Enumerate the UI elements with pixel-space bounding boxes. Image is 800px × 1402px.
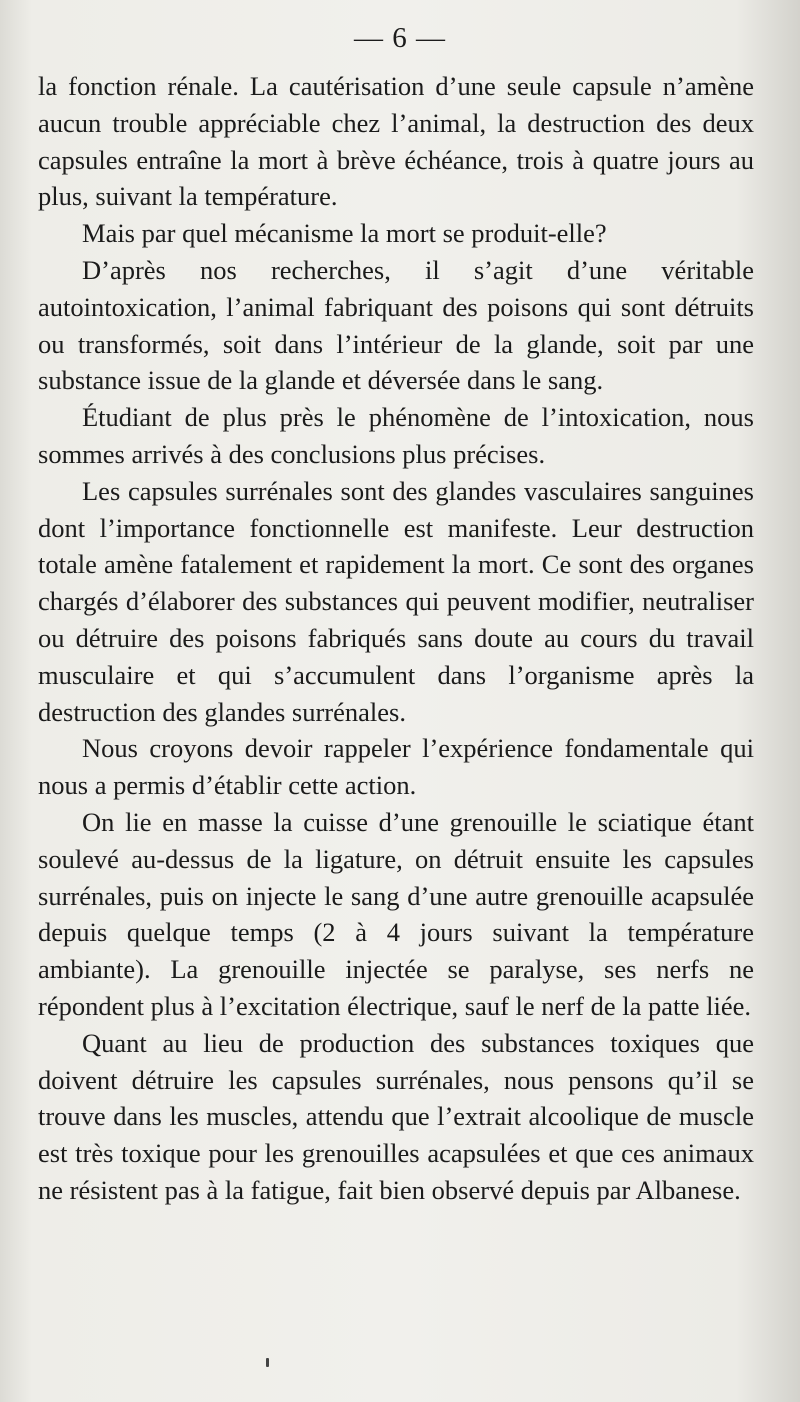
paragraph: Les capsules surrénales sont des glandes vasculaires sanguines dont l’importance fonctionnelle est manifeste. Leur destruction totale amène fatalement et rapidement la mort. Ce sont des organes chargés d’élaborer des substances qui peuvent modifier, neutraliser ou détruire des poisons fabriqués sans doute au cours du travail musculaire et qui s’accumulent dans l’organisme après la destruction des glandes surrénales. [38,475,754,727]
paragraph: Nous croyons devoir rappeler l’expérience fondamentale qui nous a permis d’établir cette action. [38,733,754,801]
page-number: — 6 — [354,22,446,54]
paragraph: Mais par quel mécanisme la mort se produit-elle? [82,218,607,249]
paragraph: D’après nos recherches, il s’agit d’une véritable autointoxication, l’animal fabriquant des poisons qui sont détruits ou transformés, soit dans l’intérieur de la glande, soit par une substance issue de la glande et déversée dans le sang. [38,254,754,396]
paragraph: la fonction rénale. La cautérisation d’une seule capsule n’amène aucun trouble appréciable chez l’animal, la destruction des deux capsules entraîne la mort à brève échéance, trois à quatre jours au plus, suivant la température. [38,71,754,212]
paragraph: Quant au lieu de production des substances toxiques que doivent détruire les capsules surrénales, nous pensons qu’il se trouve dans les muscles, attendu que l’extrait alcoolique de muscle est très toxique pour les grenouilles acapsulées et que ces animaux ne résistent pas à la fatigue, fait bien observé depuis par Albanese. [38,1027,754,1205]
body-text [38,68,754,1209]
paragraph: Étudiant de plus près le phénomène de l’intoxication, nous sommes arrivés à des conclusions plus précises. [38,402,754,469]
paragraph: On lie en masse la cuisse d’une grenouille le sciatique étant soulevé au-dessus de la ligature, on détruit ensuite les capsules surrénales, puis on injecte le sang d’une autre grenouille acapsulée depuis quelque temps (2 à 4 jours suivant la température ambiante). La grenouille injectée se paralyse, ses nerfs ne répondent plus à l’excitation électrique, sauf le nerf de la patte liée. [38,806,754,1021]
ink-speck [266,1358,269,1367]
